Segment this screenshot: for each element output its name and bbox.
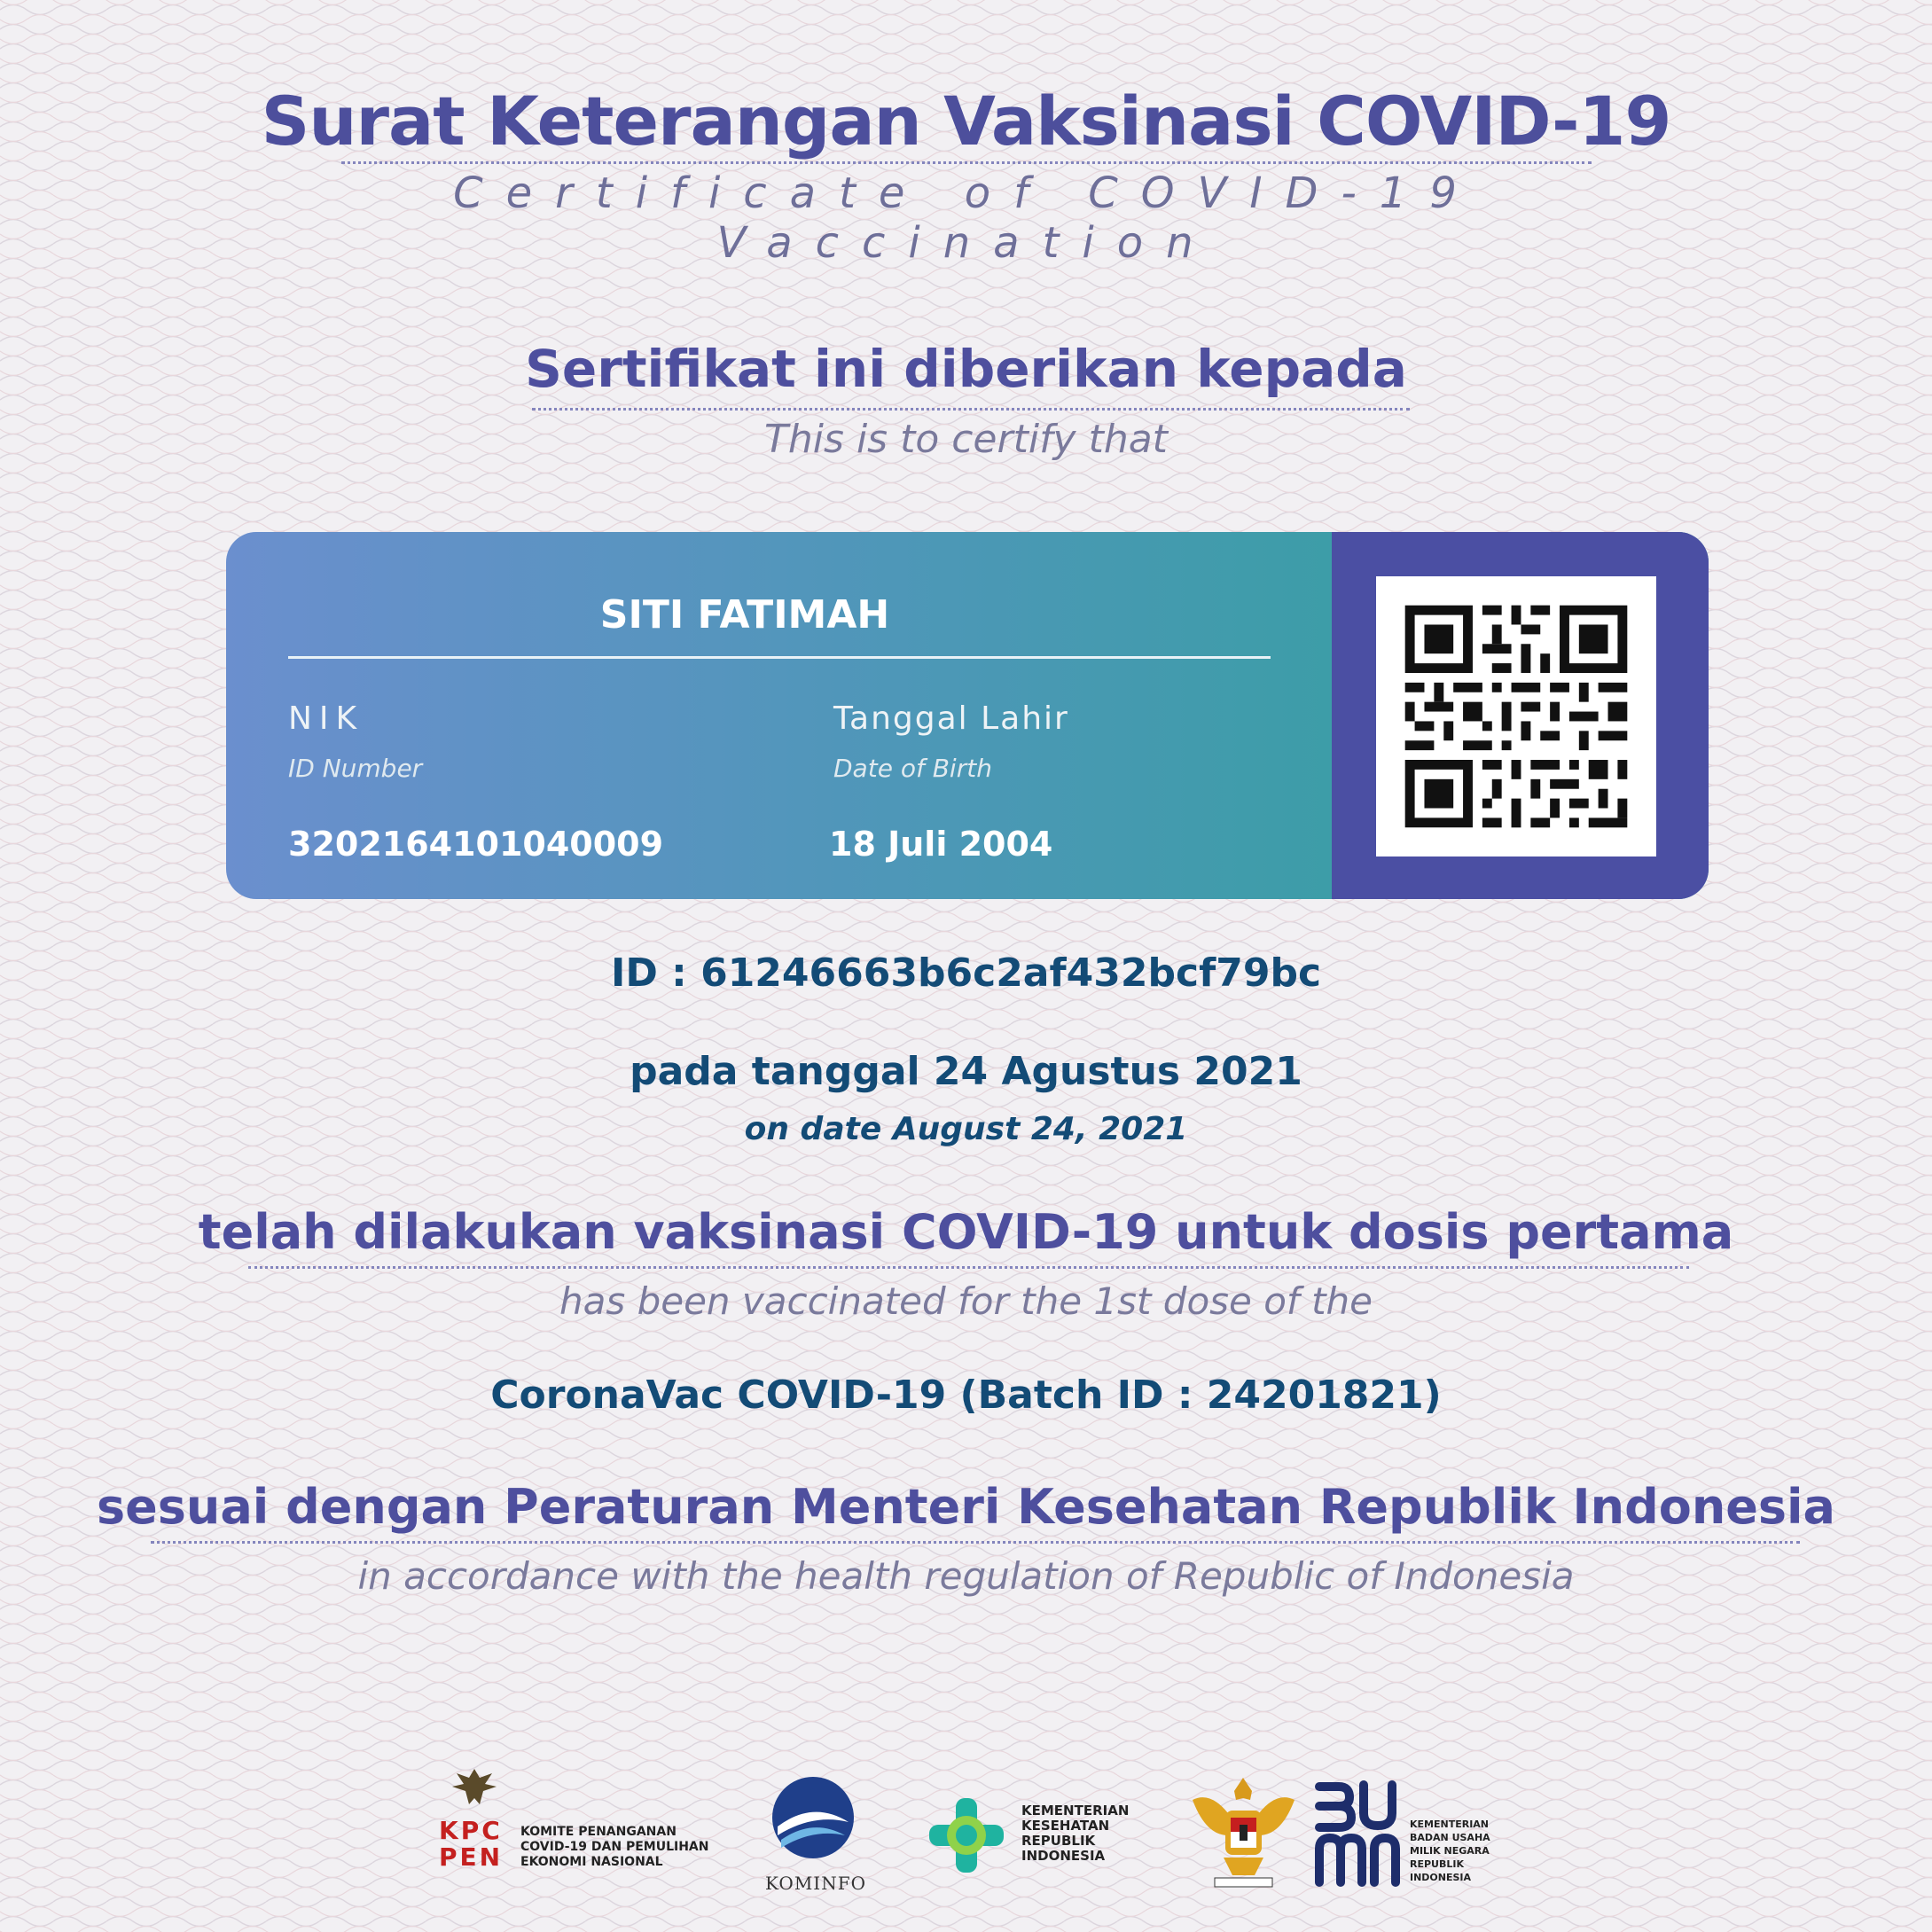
bumn-text [1410, 1818, 1507, 1884]
vaccination-date-id: pada tanggal 24 Agustus 2021 [630, 1049, 1302, 1094]
kemenkes-line: REPUBLIK [1021, 1833, 1096, 1849]
title-divider [341, 161, 1592, 164]
certificate-id: ID : 61246663b6c2af432bcf79bc [610, 950, 1322, 996]
intro-divider [532, 408, 1410, 411]
kpcpen-line: COVID-19 DAN PEMULIHAN [520, 1840, 709, 1854]
kominfo-label: KOMINFO [765, 1873, 866, 1894]
garuda-pancasila-icon [1188, 1773, 1299, 1893]
regulation-divider [151, 1541, 1800, 1544]
kemenkes-line: KEMENTERIAN [1021, 1803, 1130, 1819]
qr-code-icon [1376, 576, 1656, 856]
dob-value: 18 Juli 2004 [829, 825, 1053, 864]
bumn-line: REPUBLIK [1410, 1858, 1464, 1870]
garuda-small-icon [448, 1764, 501, 1813]
nik-sublabel: ID Number [288, 754, 423, 783]
holder-name: SITI FATIMAH [599, 592, 890, 637]
kominfo-logo [758, 1773, 873, 1906]
dob-sublabel: Date of Birth [833, 754, 992, 783]
kpcpen-text [520, 1825, 724, 1870]
bumn-icon [1312, 1778, 1401, 1889]
bumn-line: MILIK NEGARA [1410, 1845, 1490, 1857]
kemenkes-icon [922, 1791, 1011, 1880]
kemenkes-text [1021, 1803, 1137, 1864]
kemenkes-logo [922, 1791, 1135, 1889]
kemenkes-line: KESEHATAN [1021, 1818, 1110, 1834]
vaccination-divider [248, 1266, 1689, 1269]
kemenkes-line: INDONESIA [1021, 1848, 1106, 1864]
vaccination-date-en: on date August 24, 2021 [744, 1111, 1188, 1147]
vaccination-statement-en: has been vaccinated for the 1st dose of the [559, 1279, 1373, 1323]
nik-value: 3202164101040009 [288, 825, 664, 864]
bumn-line: INDONESIA [1410, 1872, 1472, 1883]
vaccination-statement: telah dilakukan vaksinasi COVID-19 untuk dosis pertama [198, 1204, 1734, 1260]
certificate-subtitle: Certificate of COVID-19 Vaccination [453, 168, 1480, 268]
kpcpen-line: KOMITE PENANGANAN [520, 1825, 677, 1839]
intro-subtitle: This is to certify that [764, 417, 1168, 462]
bumn-line: BADAN USAHA [1410, 1832, 1490, 1843]
qr-panel [1332, 532, 1709, 899]
nik-label: NIK [288, 700, 364, 737]
certificate-title: Surat Keterangan Vaksinasi COVID-19 [261, 82, 1671, 160]
intro-title: Sertifikat ini diberikan kepada [525, 339, 1407, 399]
kpcpen-line: EKONOMI NASIONAL [520, 1855, 663, 1869]
name-underline [288, 656, 1271, 659]
kpcpen-mark: KPC PEN [439, 1816, 504, 1872]
bumn-logo [1312, 1778, 1507, 1893]
kominfo-icon [769, 1773, 857, 1862]
holder-card [226, 532, 1709, 899]
vaccine-batch: CoronaVac COVID-19 (Batch ID : 24201821) [490, 1373, 1442, 1418]
regulation-statement: sesuai dengan Peraturan Menteri Kesehatan Republik Indonesia [97, 1479, 1835, 1535]
dob-label: Tanggal Lahir [833, 700, 1069, 737]
bumn-line: KEMENTERIAN [1410, 1819, 1490, 1830]
regulation-statement-en: in accordance with the health regulation of Republic of Indonesia [357, 1554, 1575, 1598]
garuda-logo [1188, 1773, 1299, 1893]
kpcpen-logo [439, 1764, 723, 1889]
qr-code[interactable] [1376, 576, 1656, 856]
